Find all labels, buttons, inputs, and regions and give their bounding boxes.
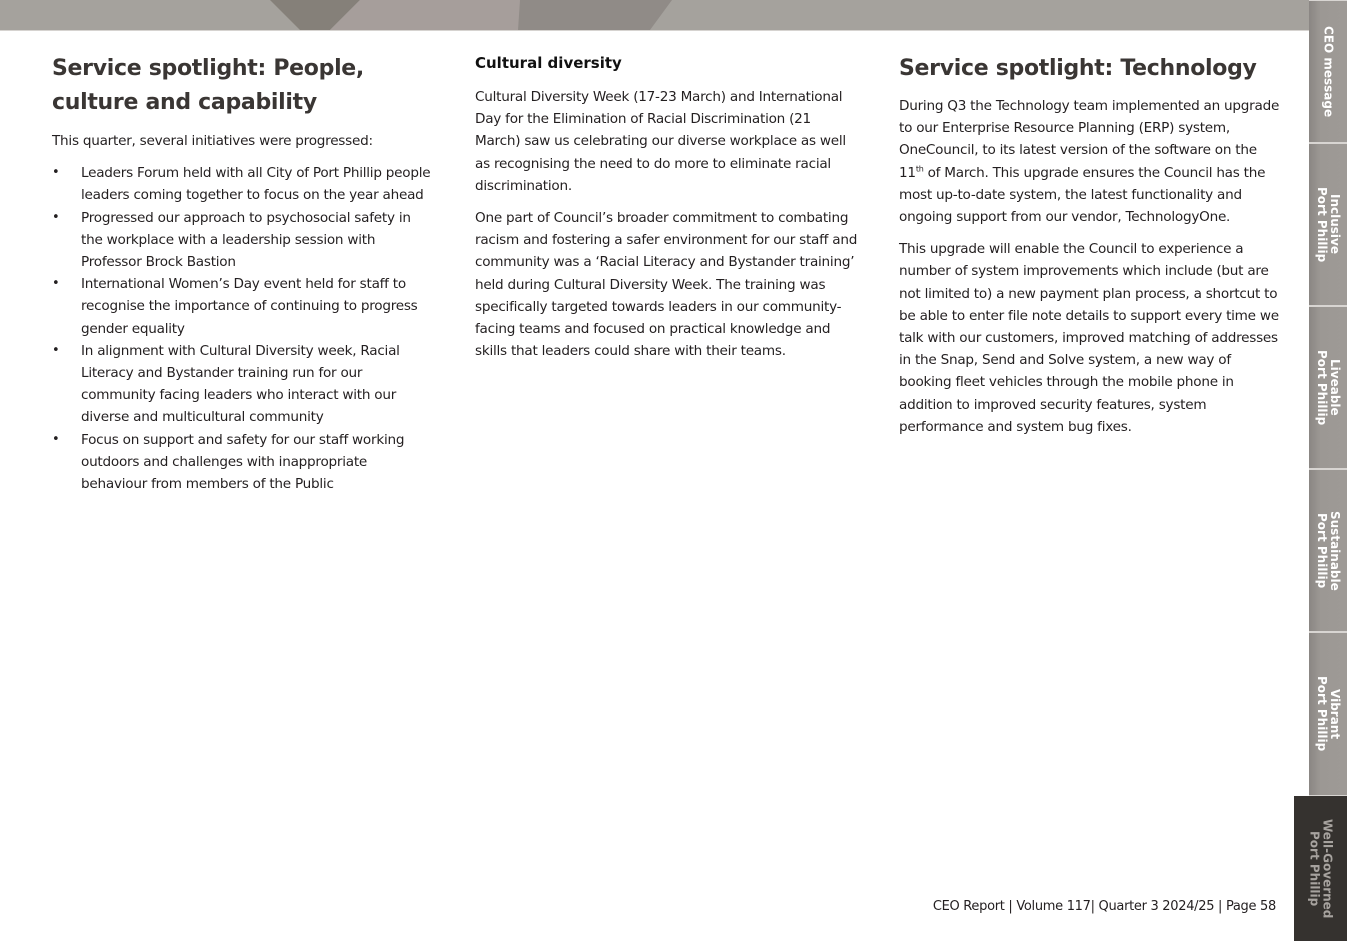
bullet-icon: •: [52, 342, 60, 358]
bullet-icon: •: [52, 209, 60, 225]
list-item-text: Focus on support and safety for our staff working outdoors and challenges with inappropriate behaviour from members of the Public: [81, 431, 405, 493]
header-banner: [0, 0, 1310, 30]
bullet-icon: •: [52, 276, 60, 292]
tab-label: Sustainable Port Phillip: [1315, 510, 1342, 591]
tab-liveable-port-phillip[interactable]: [1309, 306, 1347, 469]
people-culture-section: [52, 52, 432, 495]
list-item-text: Progressed our approach to psychosocial safety in the workplace with a leadership session with Professor Brock Bastion: [81, 209, 411, 271]
tab-label: CEO message: [1321, 25, 1336, 118]
cultural-diversity-section: [475, 53, 860, 362]
banner-shape-3: [518, 0, 672, 30]
tab-vibrant-port-phillip[interactable]: [1309, 632, 1347, 796]
paragraph: [899, 95, 1284, 228]
page-footer: CEO Report | Volume 117| Quarter 3 2024/25 | Page 58: [932, 899, 1276, 914]
section-tabs: [1294, 0, 1347, 941]
list-item: [52, 340, 432, 429]
tab-label: Inclusive Port Phillip: [1315, 186, 1342, 263]
initiatives-list: [52, 162, 432, 495]
bullet-icon: •: [52, 165, 60, 181]
paragraph: Cultural Diversity Week (17-23 March) and International Day for the Elimination of Racial Discrimination (21 March) saw us celebrating our diverse workplace as well as recognising the need to do more to eliminate racial discrimination.: [475, 89, 846, 194]
tab-sustainable-port-phillip[interactable]: [1309, 469, 1347, 632]
paragraph-text: During Q3 the Technology team implemented an upgrade to our Enterprise Resource Planning (ERP) system, OneCouncil, to its latest version of the software on the 11: [899, 98, 1280, 181]
tab-label: Liveable Port Phillip: [1315, 349, 1342, 426]
list-item: [52, 162, 432, 206]
section-title: Service spotlight: Technology: [899, 56, 1257, 81]
tab-inclusive-port-phillip[interactable]: [1309, 143, 1347, 306]
section-title: Service spotlight: People, culture and capability: [52, 56, 364, 115]
list-item: [52, 273, 432, 340]
ordinal-suffix: th: [915, 164, 924, 174]
tab-well-governed-port-phillip[interactable]: [1294, 796, 1347, 941]
list-item: [52, 207, 432, 274]
banner-decoration: [0, 0, 1310, 30]
list-item-text: In alignment with Cultural Diversity week, Racial Literacy and Bystander training run for our community facing leaders who interact with our diverse and multicultural community: [81, 342, 400, 426]
tab-label: Well-Governed Port Phillip: [1307, 818, 1335, 919]
banner-shape-2: [330, 0, 520, 30]
list-item-text: International Women’s Day event held for staff to recognise the importance of continuing to progress gender equality: [81, 276, 418, 337]
section-subtitle: Cultural diversity: [475, 54, 622, 72]
banner-edge-line: [0, 30, 1310, 31]
paragraph: One part of Council’s broader commitment to combating racism and fostering a safer environment for our staff and community was a ‘Racial Literacy and Bystander training’ held during Cultural Diversity Week. The training was specifically targeted towards leaders in our community-facing teams and focused on practical knowledge and skills that leaders could share with their teams.: [475, 210, 858, 360]
technology-section: [899, 52, 1284, 438]
bullet-icon: •: [52, 431, 60, 447]
intro-text: This quarter, several initiatives were progressed:: [52, 133, 373, 149]
list-item: [52, 429, 432, 496]
paragraph-text: of March. This upgrade ensures the Council has the most up-to-date system, the latest functionality and ongoing support from our vendor, TechnologyOne.: [899, 164, 1266, 226]
tab-label: Vibrant Port Phillip: [1315, 676, 1342, 752]
paragraph: This upgrade will enable the Council to experience a number of system improvements which include (but are not limited to) a new payment plan process, a shortcut to be able to enter file note details to support every time we talk with our customers, improved matching of addresses in the Snap, Send and Solve system, a new way of booking fleet vehicles through the mobile phone in addition to improved security features, system performance and system bug fixes.: [899, 241, 1279, 435]
list-item-text: Leaders Forum held with all City of Port Phillip people leaders coming together to focus on the year ahead: [81, 165, 431, 204]
tab-ceo-message[interactable]: [1309, 0, 1347, 143]
